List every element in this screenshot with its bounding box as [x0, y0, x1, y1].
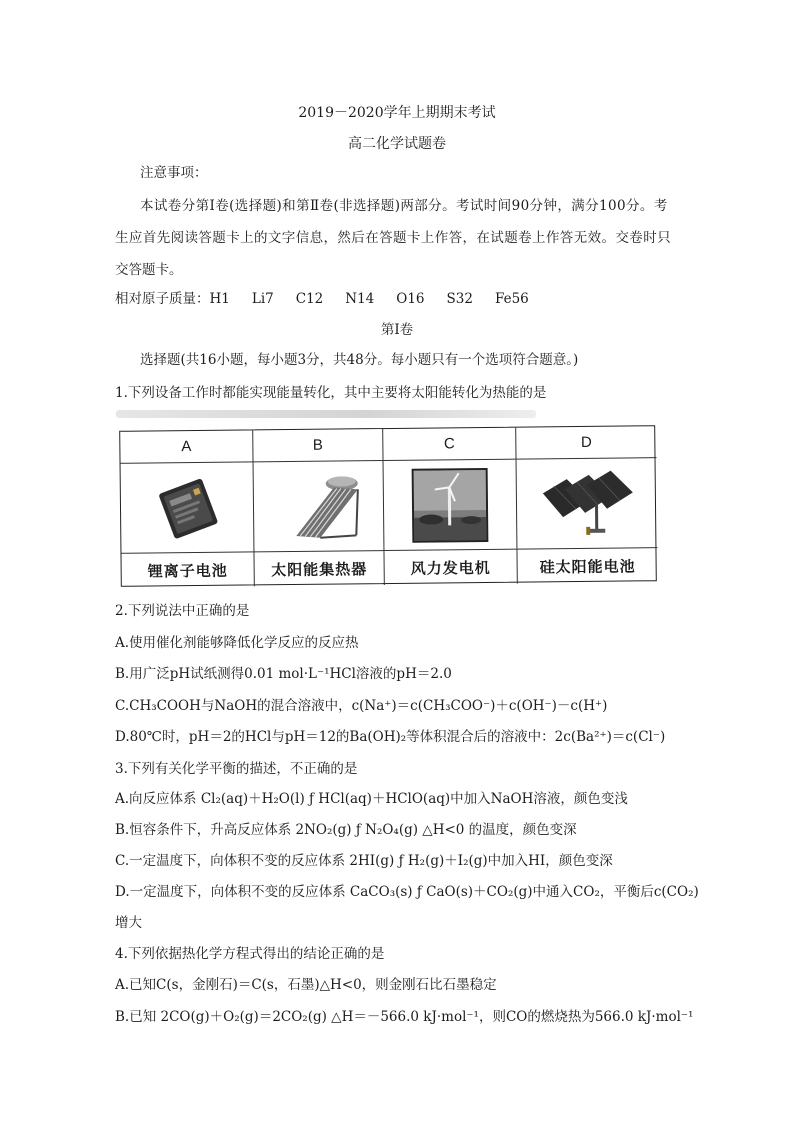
q3-stem: 3.下列有关化学平衡的描述，不正确的是: [115, 761, 358, 777]
atomic-mass-item: C12: [295, 291, 324, 307]
option-d-header: D: [516, 426, 656, 459]
atomic-mass-line: [115, 289, 551, 309]
q4-option-b: B.已知 2CO(g)＋O₂(g)＝2CO₂(g) △H＝－566.0 kJ·mol⁻¹，则CO的燃烧热为566.0 kJ·mol⁻¹: [115, 1009, 694, 1025]
option-a-image: [121, 462, 255, 553]
option-d-image: [517, 458, 658, 549]
q2-option-a: A.使用催化剂能够降低化学反应的反应热: [115, 635, 359, 651]
q2-stem: 2.下列说法中正确的是: [115, 603, 250, 619]
atomic-mass-item: Li7: [251, 291, 274, 307]
exam-title: 2019－2020学年上期期末考试: [298, 105, 496, 121]
q3-option-d: D.一定温度下，向体积不变的反应体系 CaCO₃(s) ƒ CaO(s)＋CO₂(g)中通入CO₂，平衡后c(CO₂): [115, 884, 699, 900]
solar-panel-icon: [537, 466, 638, 541]
solar-heater-icon: [273, 469, 364, 544]
atomic-mass-item: H1: [209, 291, 230, 307]
atomic-mass-label: 相对原子质量：: [115, 291, 210, 307]
q4-option-a: A.已知C(s，金刚石)＝C(s，石墨)△H<0，则金刚石比石墨稳定: [115, 977, 497, 993]
exam-subtitle: 高二化学试题卷: [348, 136, 446, 152]
section-title: 第Ⅰ卷: [380, 322, 414, 338]
q3-option-b: B.恒容条件下，升高反应体系 2NO₂(g) ƒ N₂O₄(g) △H<0 的温度，颜色变深: [115, 822, 577, 838]
notes-line-2: 生应首先阅读答题卡上的文字信息，然后在答题卡上作答，在试题卷上作答无效。交卷时只: [115, 230, 671, 246]
q1-stem: 1.下列设备工作时都能实现能量转化，其中主要将太阳能转化为热能的是: [115, 385, 547, 401]
q3-option-c: C.一定温度下，向体积不变的反应体系 2HI(g) ƒ H₂(g)＋I₂(g)中加入HI，颜色变深: [115, 853, 613, 869]
option-c-image: [384, 460, 518, 551]
atomic-mass-item: S32: [446, 291, 473, 307]
q3-option-d-cont: 增大: [115, 915, 142, 931]
option-a-header: A: [120, 430, 253, 463]
atomic-mass-item: Fe56: [494, 291, 529, 307]
option-b-label: 太阳能集热器: [254, 551, 384, 586]
section-instruction: 选择题(共16小题，每小题3分，共48分。每小题只有一个选项符合题意。): [140, 352, 579, 368]
option-c-label: 风力发电机: [384, 550, 517, 585]
atomic-mass-item: O16: [396, 291, 425, 307]
option-b-image: [254, 461, 385, 552]
battery-icon: [147, 474, 228, 541]
wind-turbine-icon: [411, 466, 490, 543]
atomic-mass-item: N14: [345, 291, 375, 307]
q2-option-d: D.80℃时，pH＝2的HCl与pH＝12的Ba(OH)₂等体积混合后的溶液中：2c(Ba²⁺)＝c(Cl⁻): [115, 729, 666, 745]
q3-option-a: A.向反应体系 Cl₂(aq)＋H₂O(l) ƒ HCl(aq)＋HClO(aq)中加入NaOH溶液，颜色变浅: [115, 791, 628, 807]
notes-line-3: 交答题卡。: [115, 262, 183, 278]
notes-line-1: 本试卷分第Ⅰ卷(选择题)和第Ⅱ卷(非选择题)两部分。考试时间90分钟，满分100分。考: [140, 198, 668, 214]
option-a-label: 锂离子电池: [121, 552, 254, 587]
option-d-label: 硅太阳能电池: [539, 557, 636, 576]
notes-heading: 注意事项：: [140, 165, 208, 181]
scan-artifact: [116, 410, 536, 418]
option-b-header: B: [253, 429, 383, 462]
q4-stem: 4.下列依据热化学方程式得出的结论正确的是: [115, 946, 385, 962]
option-c-header: C: [383, 428, 516, 461]
q2-option-c: C.CH₃COOH与NaOH的混合溶液中，c(Na⁺)＝c(CH₃COO⁻)＋c(OH⁻)－c(H⁺): [115, 698, 608, 714]
q2-option-b: B.用广泛pH试纸测得0.01 mol·L⁻¹HCl溶液的pH＝2.0: [115, 666, 452, 682]
q1-device-table: [119, 425, 657, 587]
